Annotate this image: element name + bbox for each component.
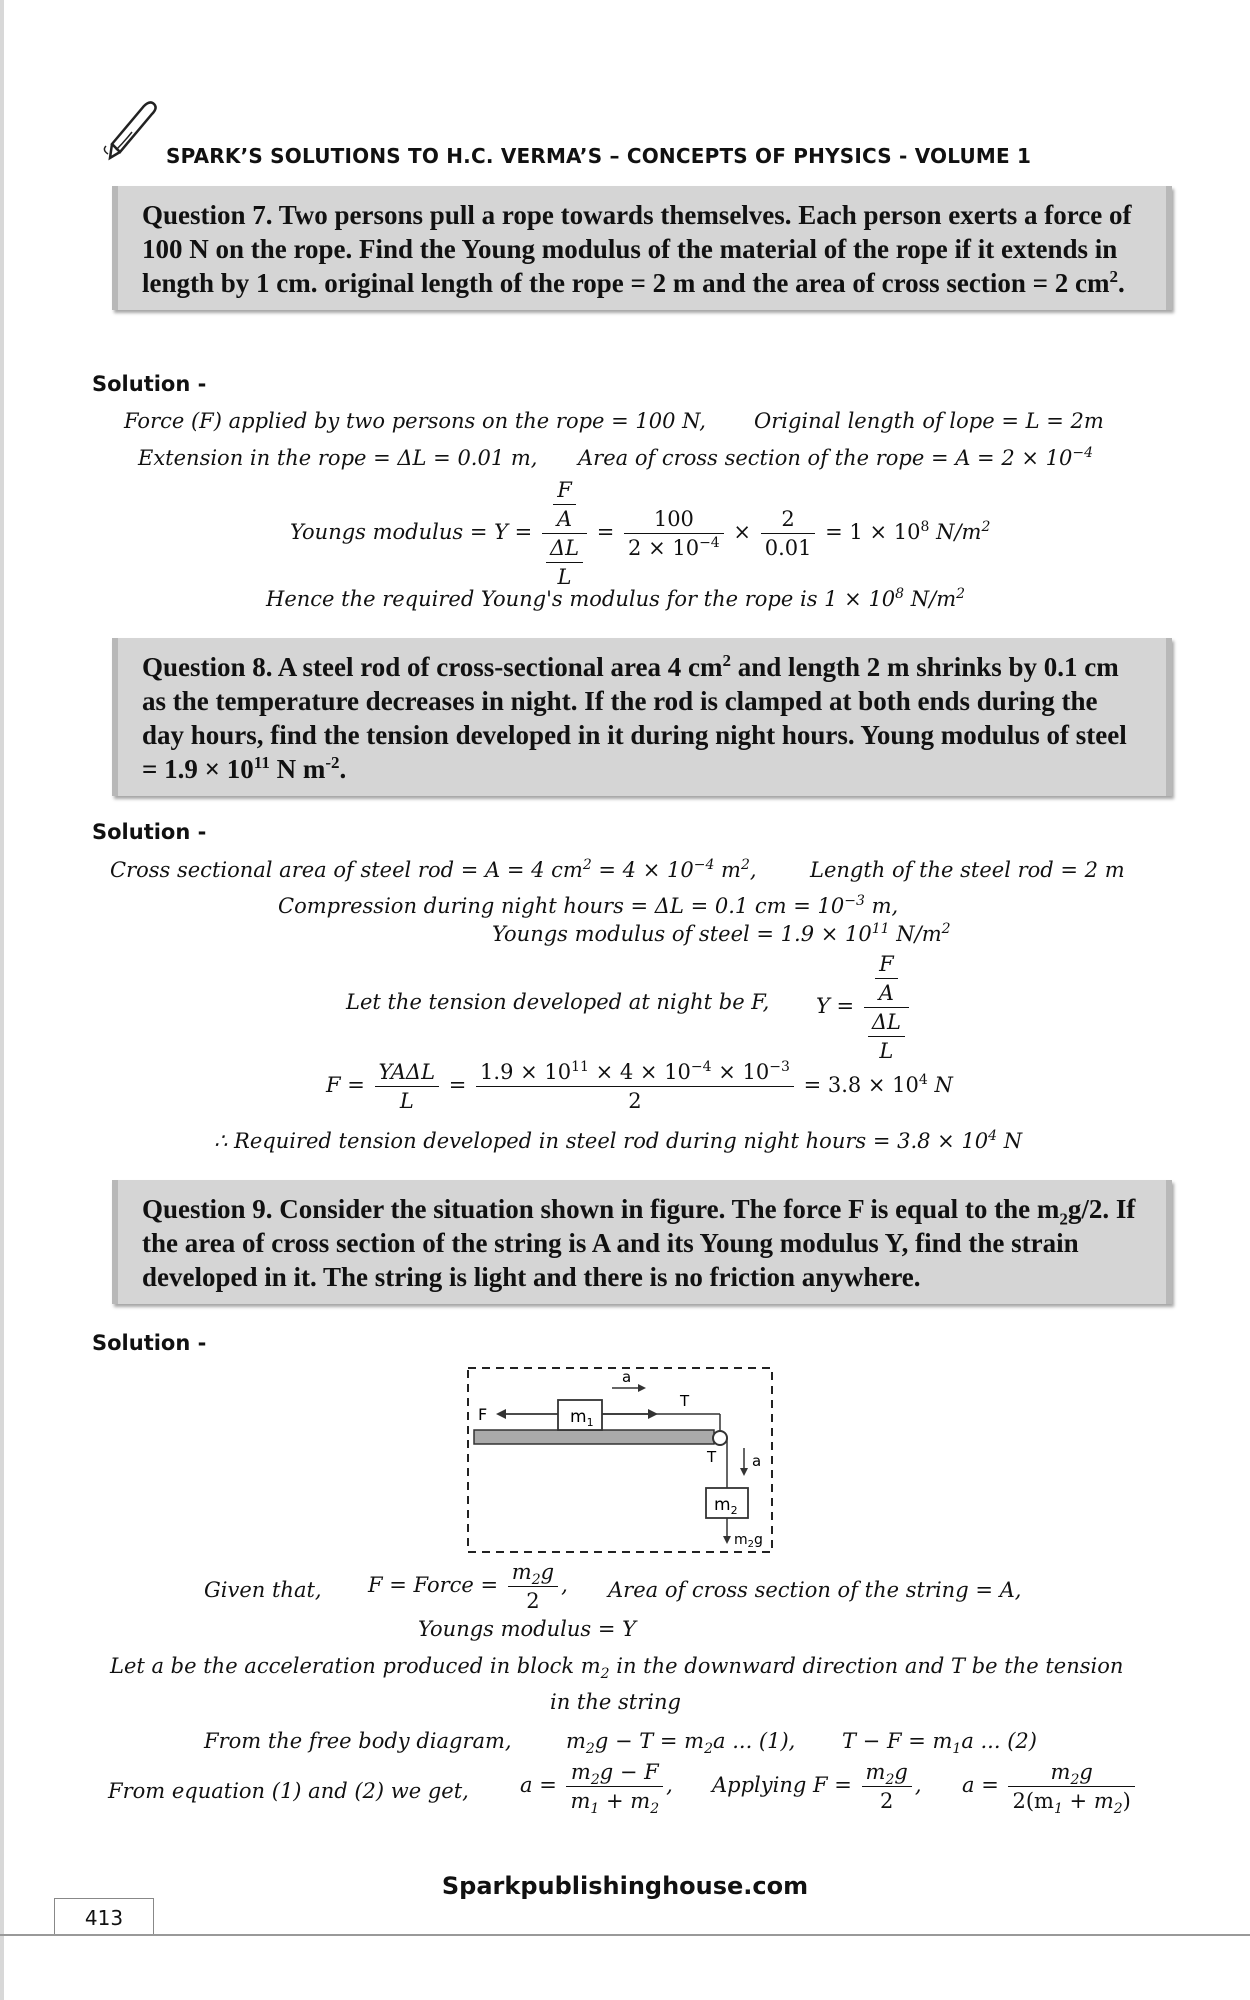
q7-length-line: Original length of lope = L = 2m (754, 409, 1104, 433)
page-edge (0, 0, 4, 2000)
q9-apply-equation: Applying F = $\frac{m_2g}{2}$ , (712, 1760, 922, 1813)
fig-a-side-label: a (752, 1452, 762, 1470)
q9-area-given: Area of cross section of the string = A, (608, 1578, 1022, 1602)
fig-m1-label: $m_1$ (570, 1407, 594, 1429)
pen-logo-icon (102, 92, 162, 162)
q8-conclusion: ∴ Required tension developed in steel rod during night hours = $3.8 \times 10^4$ N (214, 1128, 1023, 1153)
page-header: SPARK’S SOLUTIONS TO H.C. VERMA’S – CONCEPTS OF PHYSICS - VOLUME 1 (166, 144, 1032, 168)
q8-tension-let: Let the tension developed at night be F, (346, 990, 770, 1014)
q9-youngs-given: Youngs modulus = Y (418, 1617, 636, 1641)
q7-area-line: Area of cross section of the rope = $A = 2 \times 10^{-4}$ (578, 445, 1093, 470)
fig-T-top-label: T (680, 1392, 690, 1410)
q7-solution-label: Solution - (92, 372, 207, 396)
fig-m2g-label: $m_2g$ (734, 1532, 763, 1550)
question-7-box: Question 7. Two persons pull a rope towards themselves. Each person exerts a force of 100 N on the rope. Find the Young modulus of the material of the rope if it extends in length by 1 cm. original length of the rope = 2 m and the area of cross section = 2 $cm^2$. (112, 186, 1172, 310)
q8-compression-line: Compression during night hours = ΔL = 0.1 cm = $10^{-3}$ m, (278, 893, 899, 918)
question-9-box: Question 9. Consider the situation shown in figure. The force F is equal to the $m_2g/2$. If the area of cross section of the string is A and its Young modulus Y, find the strain developed in it. The string is light and there is no friction anywhere. (112, 1180, 1172, 1304)
q8-y-equation: Y = $\frac{\frac{F}{A}}{\frac{\Delta L}{L}}$ (816, 952, 912, 1063)
q9-from-label: From equation (1) and (2) we get, (108, 1779, 469, 1803)
q9-let-line-1: Let a be the acceleration produced in block $m_2$ in the downward direction and T be the tension (110, 1654, 1124, 1683)
q7-extension-line: Extension in the rope = ΔL = 0.01 m, (138, 446, 538, 470)
q9-fbd-label: From the free body diagram, (204, 1729, 512, 1753)
q8-length-line: Length of the steel rod = 2 m (810, 858, 1125, 882)
q9-let-line-2: in the string (550, 1690, 681, 1714)
q9-given-label: Given that, (204, 1578, 322, 1602)
q8-youngs-line: Youngs modulus of steel = $1.9 \times 10^{11}$ $N/m^2$ (492, 921, 951, 946)
q8-solution-label: Solution - (92, 820, 207, 844)
question-8-box: Question 8. A steel rod of cross-sectional area 4 $cm^2$ and length 2 m shrinks by 0.1 cm as the temperature decreases in night. If the rod is clamped at both ends during the day hours, find the tension developed in it during night hours. Young modulus of steel = $1.9 \times 10^{11}$ N $m^{-2}$. (112, 638, 1172, 796)
q7-conclusion: Hence the required Young's modulus for the rope is $1 \times 10^8$ $N/m^2$ (266, 586, 966, 611)
q9-a2-equation: a = $\frac{m_2g}{2(m_1 + m_2)}$ (962, 1760, 1138, 1813)
q8-area-line: Cross sectional area of steel rod = A = 4 $cm^2 = 4 \times 10^{-4}$ $m^2$, (110, 857, 757, 882)
pulley-figure (462, 1360, 782, 1560)
fig-m2-label: $m_2$ (714, 1495, 738, 1517)
footer-rule (0, 1934, 1250, 1936)
q9-solution-label: Solution - (92, 1331, 207, 1355)
q9-force-given: F = Force = $\frac{m_2g}{2}$ , (368, 1560, 568, 1613)
footer-site: Sparkpublishinghouse.com (441, 1872, 809, 1900)
fig-a-top-label: a (622, 1368, 632, 1386)
q9-eq2: $T - F = m_1a$ ... (2) (842, 1729, 1037, 1758)
fig-F-label: F (478, 1405, 488, 1424)
q7-youngs-modulus-equation: Youngs modulus = Y = $\frac{\frac{F}{A}}{\frac{\Delta L}{L}}$ = $\frac{100}{2 \times 10^{-4}}$ × $\frac{2}{0.01}$ = $1 \times 10^8$ $N/m^2$ (290, 478, 991, 589)
page-number: 413 (54, 1898, 154, 1936)
q9-a-equation: a = $\frac{m_2g - F}{m_1 + m_2}$ , (520, 1760, 673, 1818)
q7-force-line: Force (F) applied by two persons on the rope = 100 N, (124, 409, 706, 433)
fig-T-side-label: T (707, 1448, 717, 1466)
q9-eq1: $m_2g - T = m_2a$ ... (1), (566, 1729, 796, 1758)
q8-force-equation: F = $\frac{\text{YAΔL}}{L}$ = $\frac{1.9 \times 10^{11} \times 4 \times 10^{-4} \times 10^{-3}}{2}$ = $3.8 \times 10^4$ N (326, 1059, 953, 1113)
